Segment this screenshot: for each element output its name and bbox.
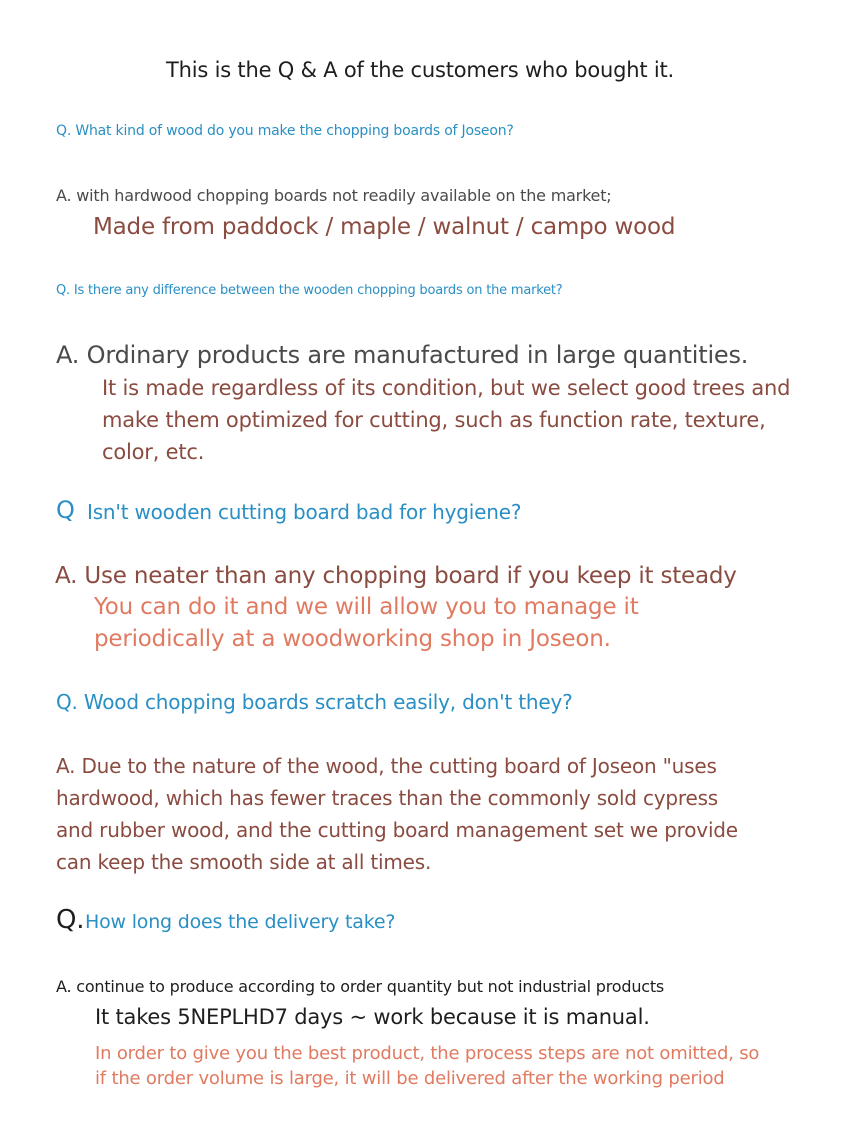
answer-4-line-2: hardwood, which has fewer traces than the commonly sold cypress <box>56 786 719 810</box>
answer-4-line-3: and rubber wood, and the cutting board management set we provide <box>56 818 738 842</box>
question-2: Q. Is there any difference between the wooden chopping boards on the market? <box>56 283 563 298</box>
answer-1-line-2: Made from paddock / maple / walnut / campo wood <box>93 214 676 240</box>
answer-3-line-1: A. Use neater than any chopping board if you keep it steady <box>55 563 737 589</box>
question-3-mark: Q <box>56 496 75 524</box>
answer-4-line-4: can keep the smooth side at all times. <box>56 850 432 874</box>
answer-2-line-2: It is made regardless of its condition, but we select good trees and <box>102 376 791 400</box>
answer-3-line-3: periodically at a woodworking shop in Joseon. <box>94 626 611 652</box>
question-5-mark: Q. <box>56 905 85 935</box>
answer-5-line-3: In order to give you the best product, the process steps are not omitted, so <box>95 1043 760 1064</box>
question-5: How long does the delivery take? <box>85 911 396 933</box>
answer-5-line-2: It takes 5NEPLHD7 days ~ work because it is manual. <box>95 1005 650 1029</box>
answer-5-line-1: A. continue to produce according to order quantity but not industrial products <box>56 977 665 996</box>
answer-5-line-4: if the order volume is large, it will be delivered after the working period <box>95 1068 725 1089</box>
answer-2-line-3: make them optimized for cutting, such as function rate, texture, <box>102 408 766 432</box>
question-1: Q. What kind of wood do you make the chopping boards of Joseon? <box>56 123 514 139</box>
page-title: This is the Q & A of the customers who bought it. <box>165 58 675 82</box>
question-3: Isn't wooden cutting board bad for hygiene? <box>87 500 522 524</box>
answer-2-line-1: A. Ordinary products are manufactured in large quantities. <box>56 341 749 369</box>
answer-2-line-4: color, etc. <box>102 440 205 464</box>
answer-4-line-1: A. Due to the nature of the wood, the cutting board of Joseon "uses <box>56 754 717 778</box>
question-4: Q. Wood chopping boards scratch easily, don't they? <box>56 690 573 714</box>
answer-3-line-2: You can do it and we will allow you to manage it <box>94 594 639 620</box>
answer-1-line-1: A. with hardwood chopping boards not readily available on the market; <box>56 186 612 205</box>
